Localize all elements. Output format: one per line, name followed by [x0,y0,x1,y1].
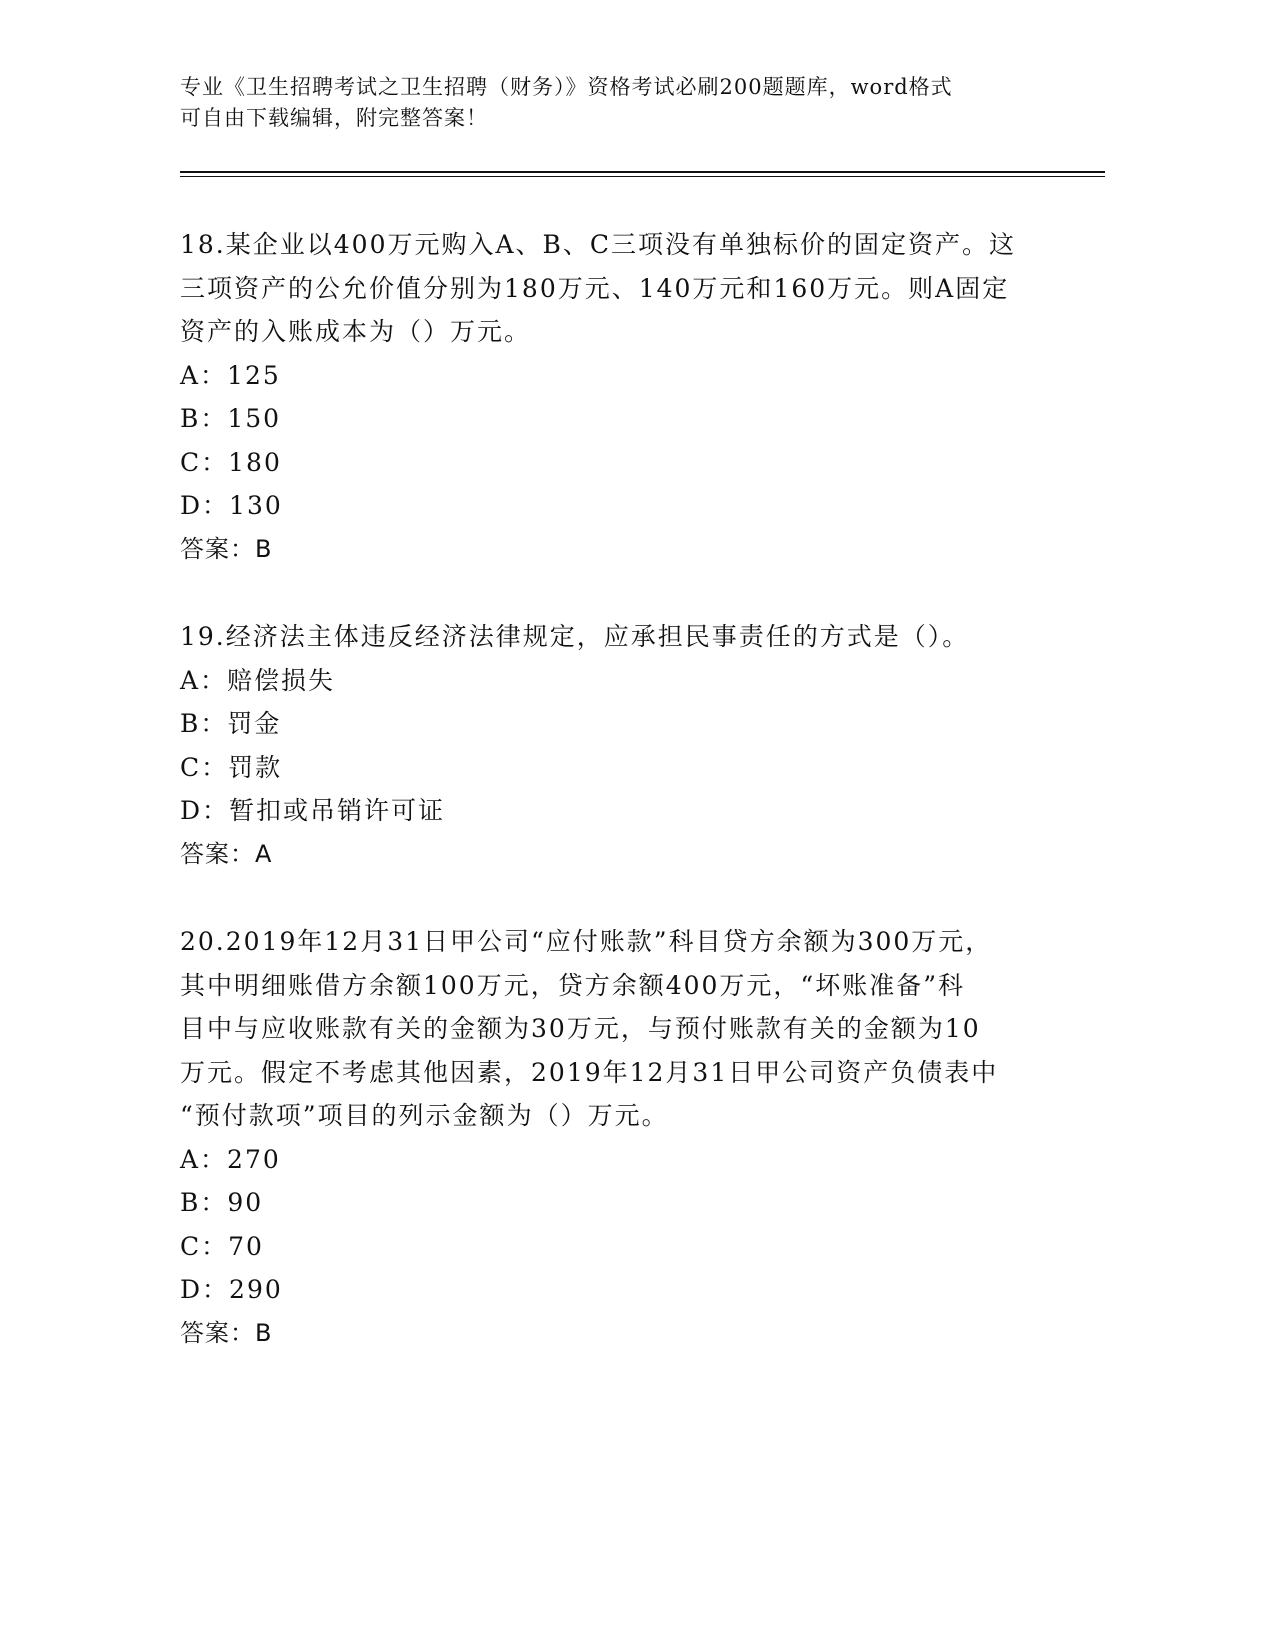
header-line-1: 专业《卫生招聘考试之卫生招聘（财务）》资格考试必刷200题题库，word格式 [180,75,953,99]
question-stem-line: 其中明细账借方余额100万元，贷方余额400万元，“坏账准备”科 [180,970,965,1000]
option-b: B：150 [180,404,282,433]
document-header [180,72,1060,134]
question-stem-line: 三项资产的公允价值分别为180万元、140万元和160万元。则A固定 [180,273,1010,303]
answer-key: 答案：B [180,1318,273,1347]
question-stem-line: 19.经济法主体违反经济法律规定，应承担民事责任的方式是（）。 [180,622,970,651]
question-19 [180,615,1060,876]
question-stem-line: 目中与应收账款有关的金额为30万元，与预付账款有关的金额为10 [180,1014,981,1043]
option-a: A：125 [180,360,281,390]
question-stem-line: 20.2019年12月31日甲公司“应付账款”科目贷方余额为300万元， [180,927,993,956]
question-18 [180,223,1060,571]
option-a: A：赔偿损失 [180,665,336,695]
header-divider-thin [180,176,1105,177]
option-d: D：暂扣或吊销许可证 [180,796,446,825]
answer-key: 答案：A [180,839,273,868]
header-line-2: 可自由下载编辑，附完整答案！ [180,106,488,130]
answer-key: 答案：B [180,534,273,563]
option-d: D：290 [180,1275,283,1304]
header-divider-thick [180,171,1105,173]
question-stem-line: 万元。假定不考虑其他因素，2019年12月31日甲公司资产负债表中 [180,1057,999,1087]
option-c: C：罚款 [180,752,283,782]
question-20 [180,920,1060,1355]
question-stem-line: 资产的入账成本为（）万元。 [180,317,532,346]
option-b: B：90 [180,1188,264,1217]
option-b: B：罚金 [180,709,282,738]
question-stem-line: 18.某企业以400万元购入A、B、C三项没有单独标价的固定资产。这 [180,230,1017,259]
question-stem-line: “预付款项”项目的列示金额为（）万元。 [180,1101,669,1130]
option-c: C：180 [180,447,282,477]
option-d: D：130 [180,491,283,520]
option-c: C：70 [180,1231,264,1261]
option-a: A：270 [180,1144,281,1174]
